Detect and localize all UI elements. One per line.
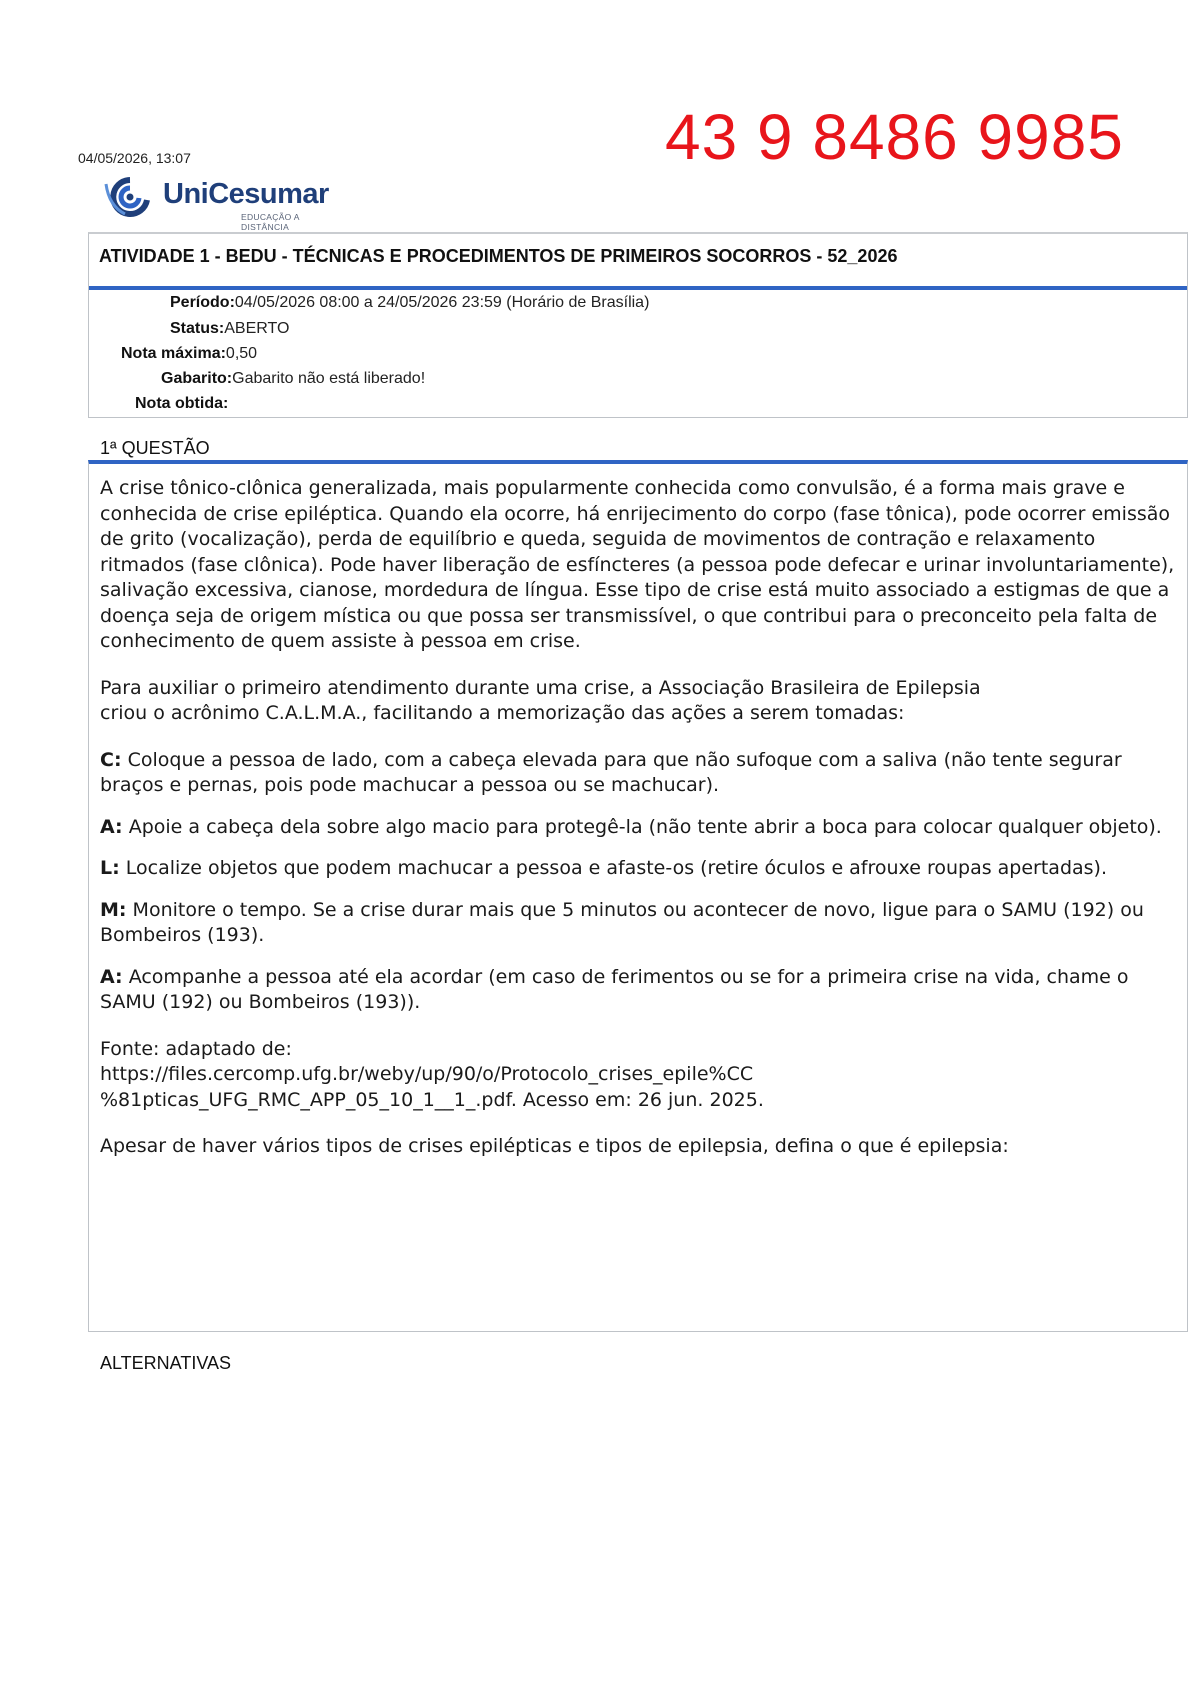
calma-intro-line-2: criou o acrônimo C.A.L.M.A., facilitando a memorização das ações a serem tomadas: xyxy=(100,702,905,724)
question-heading: 1ª QUESTÃO xyxy=(100,438,210,458)
calma-intro-line-1: Para auxiliar o primeiro atendimento durante uma crise, a Associação Brasileira de Epilepsia xyxy=(100,676,981,699)
header-divider xyxy=(89,286,1187,290)
unicesumar-logo xyxy=(103,176,343,232)
source-url-line-1: https://files.cercomp.ufg.br/weby/up/90/o/Protocolo_crises_epile%CC xyxy=(100,1063,754,1085)
calma-step-a2: A: Acompanhe a pessoa até ela acordar (em caso de ferimentos ou se for a primeira crise na vida, chame o SAMU (192) ou Bombeiros (193)). xyxy=(100,965,1129,1013)
periodo-label: Período: xyxy=(170,294,235,311)
logo-wordmark: UniCesumar xyxy=(163,178,329,210)
gabarito-value: Gabarito não está liberado! xyxy=(232,370,426,387)
alternatives-heading: ALTERNATIVAS xyxy=(100,1353,232,1373)
gabarito-row xyxy=(161,370,425,388)
phone-watermark: 43 9 8486 9985 xyxy=(665,101,1124,173)
periodo-value: 04/05/2026 08:00 a 24/05/2026 23:59 (Horário de Brasília) xyxy=(234,294,650,311)
calma-step-a1: A: Apoie a cabeça dela sobre algo macio para protegê-la (não tente abrir a boca para colocar qualquer objeto). xyxy=(100,815,1162,838)
activity-title: ATIVIDADE 1 - BEDU - TÉCNICAS E PROCEDIMENTOS DE PRIMEIROS SOCORROS - 52_2026 xyxy=(99,246,898,266)
nota-maxima-value: 0,50 xyxy=(225,345,258,362)
question-prompt: Apesar de haver vários tipos de crises epilépticas e tipos de epilepsia, defina o que é epilepsia: xyxy=(100,1135,1009,1157)
gabarito-label: Gabarito: xyxy=(161,370,233,387)
calma-step-m: M: Monitore o tempo. Se a crise durar mais que 5 minutos ou acontecer de novo, ligue para o SAMU (192) ou Bombeiros (193). xyxy=(100,898,1144,946)
status-row xyxy=(170,320,289,338)
source-url-line-2: %81pticas_UFG_RMC_APP_05_10_1__1_.pdf. Acesso em: 26 jun. 2025. xyxy=(100,1088,764,1111)
nota-maxima-label: Nota máxima: xyxy=(121,345,226,362)
question-body xyxy=(100,476,1175,1160)
nota-obtida-row xyxy=(135,395,228,413)
nota-maxima-row xyxy=(121,345,257,363)
status-value: ABERTO xyxy=(224,320,290,337)
logo-tagline: EDUCAÇÃO A DISTÂNCIA xyxy=(241,212,300,232)
print-timestamp: 04/05/2026, 13:07 xyxy=(78,150,191,166)
nota-obtida-label: Nota obtida: xyxy=(135,395,229,412)
calma-step-c: C: Coloque a pessoa de lado, com a cabeça elevada para que não sufoque com a saliva (não tente segurar braços e pernas, pois pode machucar a pessoa ou se machucar). xyxy=(100,748,1122,796)
periodo-row xyxy=(170,294,649,312)
calma-step-l: L: Localize objetos que podem machucar a pessoa e afaste-os (retire óculos e afrouxe roupas apertadas). xyxy=(100,857,1108,879)
logo-mark-icon xyxy=(103,176,157,218)
activity-header-panel xyxy=(88,232,1188,418)
question-intro: A crise tônico-clônica generalizada, mais popularmente conhecida como convulsão, é a forma mais grave e conhecida de crise epiléptica. Quando ela ocorre, há enrijecimento do corpo (fase tônica), pode ocorrer emissão de grito (vocalização), perda de equilíbrio e queda, seguida de movimentos de contração e relaxamento ritmados (fase clônica). Pode haver liberação de esfíncteres (a pessoa pode defecar e urinar involuntariamente), salivação excessiva, cianose, mordedura de língua. Esse tipo de crise está muito associado a estigmas de que a doença seja de origem mística ou que possa ser transmissível, o que contribui para o preconceito pela falta de conhecimento de quem assiste à pessoa em crise. xyxy=(100,477,1175,652)
status-label: Status: xyxy=(170,320,225,337)
question-panel xyxy=(88,460,1188,1332)
source-label: Fonte: adaptado de: xyxy=(100,1037,292,1060)
